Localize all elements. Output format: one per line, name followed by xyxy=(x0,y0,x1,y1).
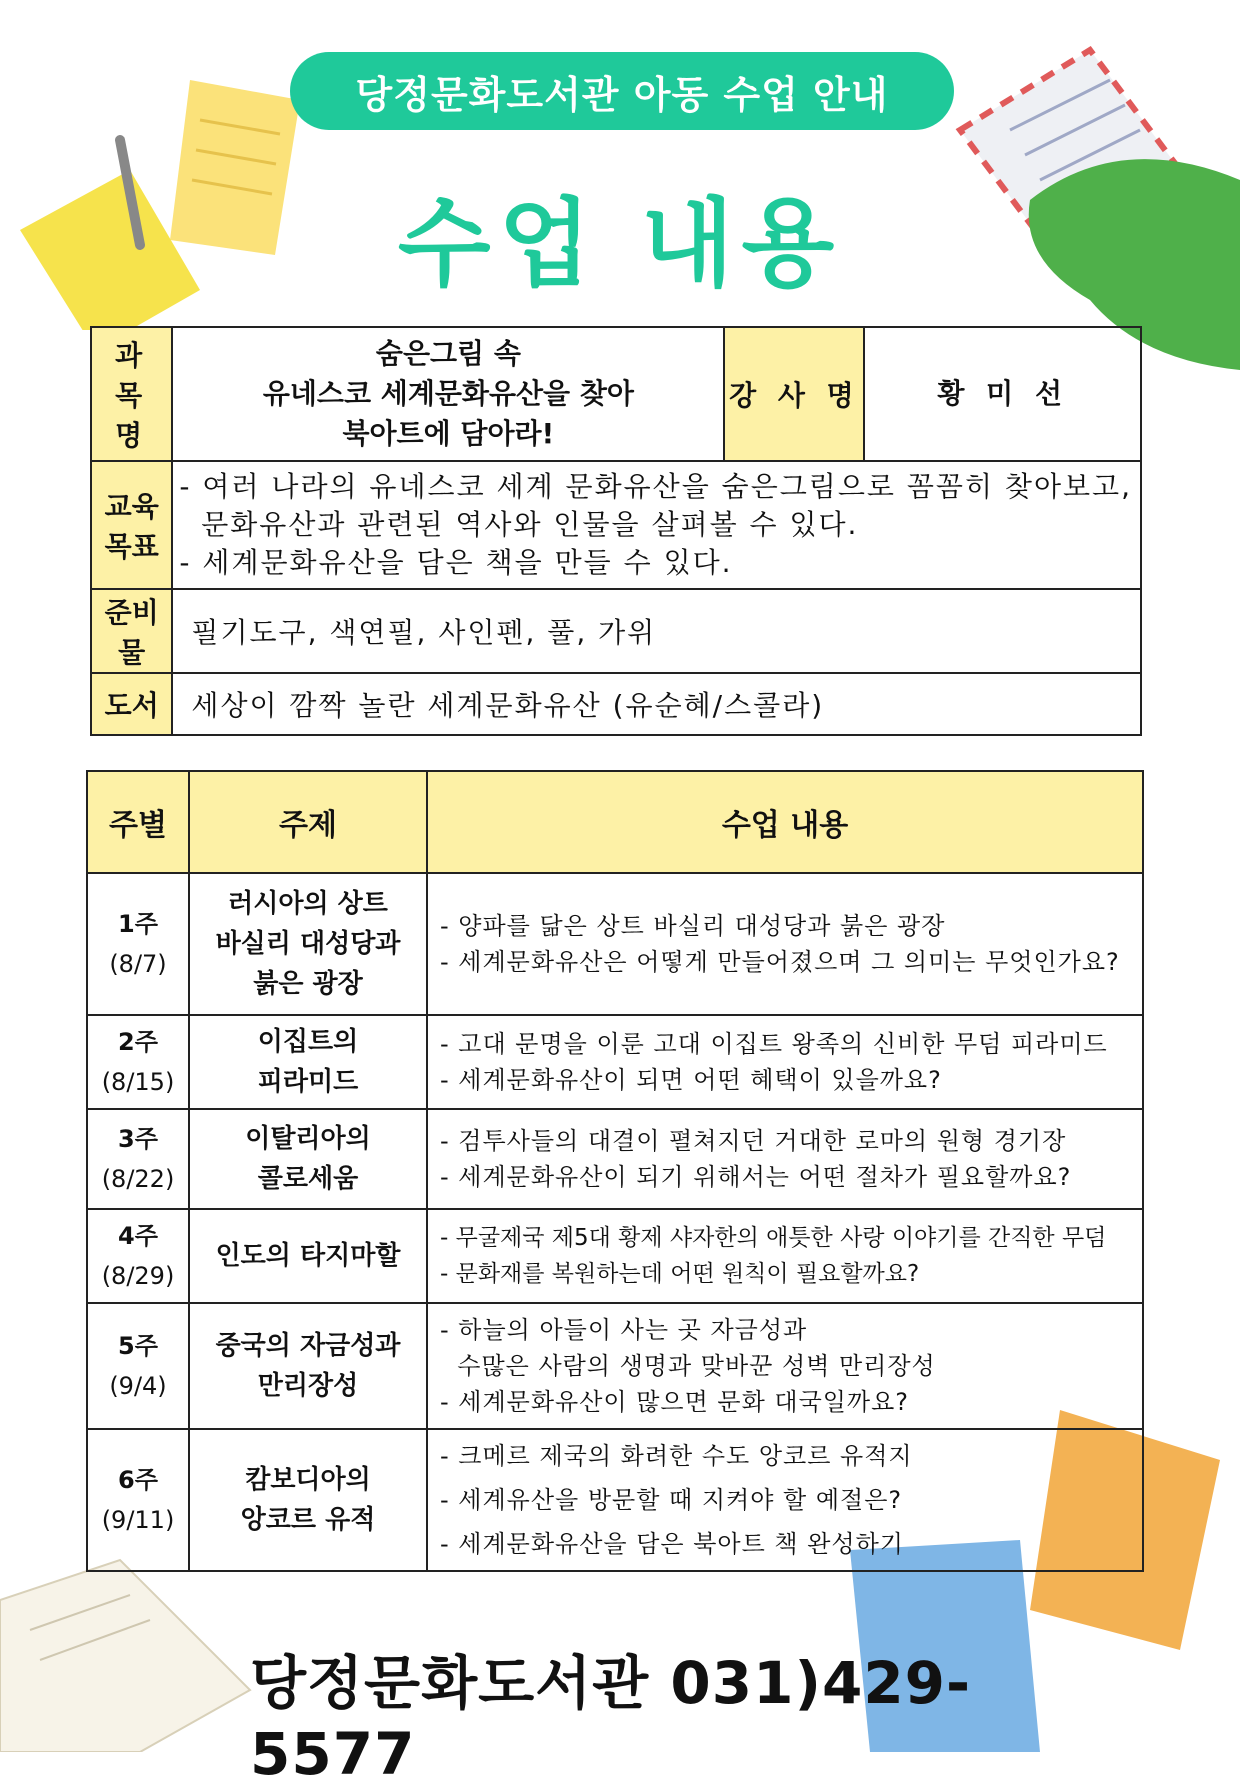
topic-cell xyxy=(189,1303,427,1429)
week-number: 3주 xyxy=(118,1125,158,1153)
week-date: (8/22) xyxy=(101,1165,175,1193)
topic-line: 앙코르 유적 xyxy=(240,1505,376,1535)
content-line: - 세계문화유산이 되기 위해서는 어떤 절차가 필요할까요? xyxy=(440,1163,1072,1191)
week-date: (8/7) xyxy=(109,950,167,978)
subject-line: 숨은그림 속 xyxy=(375,337,521,370)
week-cell xyxy=(87,873,189,1015)
topic-line: 러시아의 상트 xyxy=(228,889,388,919)
table-row xyxy=(87,1303,1143,1429)
footer-contact: 당정문화도서관 031)429-5577 xyxy=(250,1649,972,1788)
content-line: - 세계문화유산이 되면 어떤 혜택이 있을까요? xyxy=(440,1066,942,1094)
topic-line: 인도의 타지마할 xyxy=(215,1241,401,1271)
week-cell xyxy=(87,1109,189,1209)
goal-line: 문화유산과 관련된 역사와 인물을 살펴볼 수 있다. xyxy=(179,508,859,541)
header-topic: 주제 xyxy=(189,771,427,873)
content-cell xyxy=(427,873,1143,1015)
week-date: (8/29) xyxy=(101,1262,175,1290)
table-row xyxy=(87,1109,1143,1209)
schedule-table xyxy=(86,770,1144,1572)
topic-line: 이집트의 xyxy=(257,1027,359,1057)
content-cell xyxy=(427,1303,1143,1429)
subject-value xyxy=(172,327,724,461)
subject-line: 북아트에 담아라! xyxy=(342,417,555,450)
week-date: (9/11) xyxy=(101,1506,175,1534)
week-date: (8/15) xyxy=(101,1068,175,1096)
header-badge: 당정문화도서관 아동 수업 안내 xyxy=(290,52,954,130)
content-line: - 세계유산을 방문할 때 지켜야 할 예절은? xyxy=(440,1486,903,1514)
goal-line: - 세계문화유산을 담은 책을 만들 수 있다. xyxy=(179,546,733,579)
content-line: - 고대 문명을 이룬 고대 이집트 왕족의 신비한 무덤 피라미드 xyxy=(440,1030,1108,1058)
goal-line: - 여러 나라의 유네스코 세계 문화유산을 숨은그림으로 꼼꼼히 찾아보고, xyxy=(179,470,1132,503)
content-line: - 세계문화유산이 많으면 문화 대국일까요? xyxy=(440,1388,910,1416)
topic-line: 콜로세움 xyxy=(257,1164,359,1194)
week-cell xyxy=(87,1429,189,1571)
subject-line: 유네스코 세계문화유산을 찾아 xyxy=(262,377,634,410)
topic-line: 바실리 대성당과 xyxy=(215,929,401,959)
materials-value: 필기도구, 색연필, 사인펜, 풀, 가위 xyxy=(172,589,1141,673)
content-cell xyxy=(427,1015,1143,1109)
table-row xyxy=(87,1015,1143,1109)
week-date: (9/4) xyxy=(109,1372,167,1400)
topic-cell xyxy=(189,1429,427,1571)
content-line: - 하늘의 아들이 사는 곳 자금성과 xyxy=(440,1316,808,1344)
instructor-label: 강 사 명 xyxy=(724,327,864,461)
content-line: 수많은 사람의 생명과 맞바꾼 성벽 만리장성 xyxy=(440,1352,936,1380)
table-row xyxy=(87,873,1143,1015)
subject-label: 과 목 명 xyxy=(91,327,172,461)
week-cell xyxy=(87,1303,189,1429)
page-title: 수업 내용 xyxy=(397,188,843,300)
topic-cell xyxy=(189,1209,427,1303)
week-number: 2주 xyxy=(118,1028,158,1056)
goal-value xyxy=(172,461,1141,589)
topic-line: 중국의 자금성과 xyxy=(215,1331,401,1361)
content-line: - 무굴제국 제5대 황제 샤자한의 애틋한 사랑 이야기를 간직한 무덤 xyxy=(440,1225,1107,1251)
week-cell xyxy=(87,1015,189,1109)
content-line: - 세계문화유산은 어떻게 만들어졌으며 그 의미는 무엇인가요? xyxy=(440,948,1120,976)
topic-line: 캄보디아의 xyxy=(245,1465,371,1495)
content-line: - 양파를 닮은 상트 바실리 대성당과 붉은 광장 xyxy=(440,912,946,940)
topic-line: 이탈리아의 xyxy=(245,1124,371,1154)
book-value: 세상이 깜짝 놀란 세계문화유산 (유순혜/스콜라) xyxy=(172,673,1141,735)
content-cell xyxy=(427,1109,1143,1209)
topic-cell xyxy=(189,1109,427,1209)
instructor-value: 황 미 선 xyxy=(864,327,1141,461)
topic-line: 붉은 광장 xyxy=(253,969,363,999)
content-line: - 세계문화유산을 담은 북아트 책 완성하기 xyxy=(440,1530,904,1558)
topic-cell xyxy=(189,1015,427,1109)
table-row xyxy=(87,1209,1143,1303)
materials-label: 준비물 xyxy=(91,589,172,673)
topic-line: 피라미드 xyxy=(257,1067,359,1097)
week-number: 1주 xyxy=(118,910,158,938)
header-content: 수업 내용 xyxy=(427,771,1143,873)
week-number: 6주 xyxy=(118,1466,158,1494)
topic-line: 만리장성 xyxy=(257,1371,359,1401)
goal-label: 교육목표 xyxy=(91,461,172,589)
content-line: - 문화재를 복원하는데 어떤 원칙이 필요할까요? xyxy=(440,1261,920,1287)
class-info-table xyxy=(90,326,1142,736)
content-cell xyxy=(427,1429,1143,1571)
week-number: 5주 xyxy=(118,1332,158,1360)
book-label: 도서 xyxy=(91,673,172,735)
topic-cell xyxy=(189,873,427,1015)
table-row xyxy=(87,1429,1143,1571)
week-number: 4주 xyxy=(118,1222,158,1250)
content-line: - 검투사들의 대결이 펼쳐지던 거대한 로마의 원형 경기장 xyxy=(440,1127,1067,1155)
content-cell xyxy=(427,1209,1143,1303)
content-line: - 크메르 제국의 화려한 수도 앙코르 유적지 xyxy=(440,1442,913,1470)
header-week: 주별 xyxy=(87,771,189,873)
week-cell xyxy=(87,1209,189,1303)
